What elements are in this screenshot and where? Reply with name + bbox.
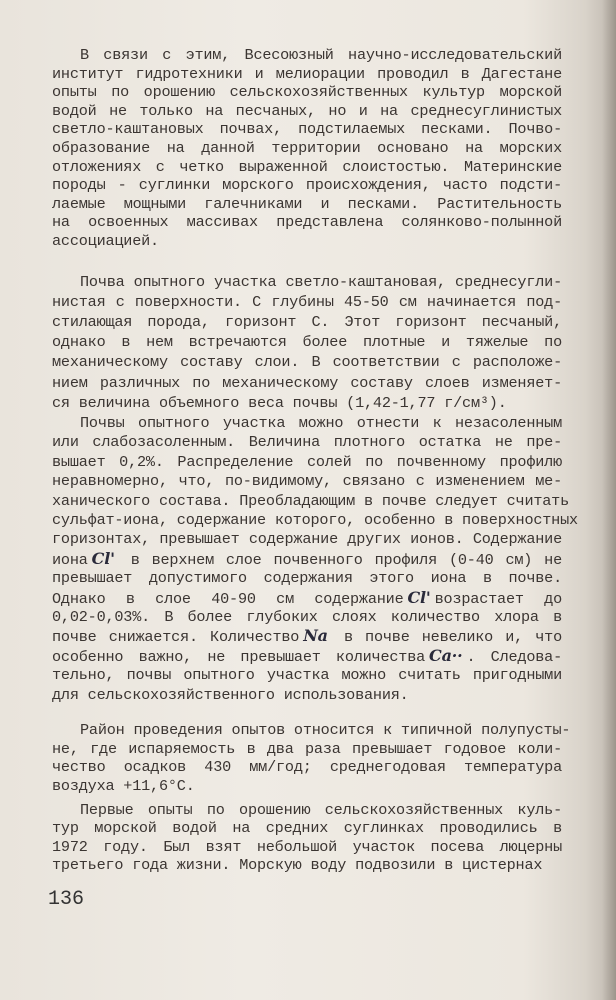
text-segment: ханического состава. Преобладающим в почве следует считать [52,491,570,510]
text-line [52,589,562,608]
text-segment: возрастает до [434,589,562,608]
text-segment: вышает 0,2%. Распределение солей по почвенному профилю [52,452,562,471]
text-line [52,333,562,351]
text-line [52,740,562,758]
text-line [52,394,562,412]
text-line [52,550,562,569]
text-line [80,414,562,432]
text-segment: иона [52,550,88,569]
text-segment: водой не только на песчаных, но и на среднесуглинистых [52,101,562,120]
text-line [52,530,562,548]
text-segment: почве снижается. Количество [52,628,300,647]
text-segment: Почва опытного участка светло-каштановая, среднесугли- [80,273,562,291]
text-line [52,819,562,837]
text-segment: отложениях с четко выраженной слоистостью. Материнские [52,157,562,176]
text-segment: тур морской водой на средних суглинках проводились в [52,819,562,838]
text-line [52,838,562,856]
page-number: 136 [48,888,85,911]
text-line [52,511,578,529]
text-line [52,195,562,213]
handwritten-ion-symbol: Na [303,626,328,646]
text-segment: опыты по орошению сельскохозяйственных культур морской [52,83,562,102]
handwritten-ion-symbol: Ca·· [429,645,463,665]
text-line [52,374,562,392]
text-segment: особенно важно, не превышает количества [52,647,426,666]
text-segment: светло-каштановых почвах, подстилаемых песками. Почво- [52,120,562,139]
text-segment: Первые опыты по орошению сельскохозяйственных куль- [80,801,562,819]
text-segment: чество осадков 430 мм/год; среднегодовая температура [52,758,562,776]
text-line [52,232,562,250]
text-line [52,176,562,194]
text-segment: для сельскохозяйственного использования. [52,685,409,704]
text-segment: в почве невелико и, что [331,628,562,647]
text-line [80,273,562,291]
text-line [52,627,562,646]
text-segment: Почвы опытного участка можно отнести к незасоленным [80,414,562,432]
text-segment: не, где испаряемость в два раза превышает годовое коли- [52,739,562,758]
text-line [52,453,562,471]
text-segment: институт гидротехники и мелиорации проводил в Дагестане [52,64,562,83]
text-line [52,777,562,795]
text-line [52,313,562,331]
text-line [52,213,562,231]
text-line [80,801,562,819]
text-segment: третьего года жизни. Морскую воду подвозили в цистернах [52,855,543,874]
text-segment: образование на данной территории основано на морских [52,139,562,157]
text-line [52,65,562,83]
text-line [52,353,562,371]
text-line [52,139,562,157]
page-edge-shadow [602,0,616,1000]
text-segment: Район проведения опытов относится к типичной полупусты- [80,721,571,739]
text-line [52,608,562,626]
text-segment: однако в нем встречаются более плотные и тяжелые по [52,333,562,352]
text-line [52,569,562,587]
text-segment: превышает допустимого содержания этого иона в почве. [52,569,562,588]
text-segment: стилающая порода, горизонт С. Этот горизонт песчаный, [52,313,562,332]
text-segment: лаемые мощными галечниками и песками. Растительность [52,194,562,213]
text-segment: породы - суглинки морского происхождения, часто подсти- [52,176,562,195]
text-segment: горизонтах, превышает содержание других ионов. Содержание [52,530,562,549]
text-segment: Однако в слое 40-90 см содержание [52,589,404,608]
text-segment: нистая с поверхности. С глубины 45-50 см начинается под- [52,293,562,312]
text-segment: воздуха +11,6°С. [52,776,195,795]
text-line [52,491,570,510]
text-line [52,83,562,101]
text-line [52,158,562,176]
handwritten-ion-symbol: Cl' [407,587,431,607]
text-line [52,120,562,138]
text-segment: 0,02-0,03%. В более глубоких слоях количество хлора в [52,608,562,626]
text-line [52,758,562,776]
text-line [52,102,562,120]
text-line [52,666,562,684]
text-segment: неравномерно, что, по-видимому, связано с изменением ме- [52,472,562,491]
text-segment: нием различных по механическому составу слоев изменяет- [52,373,562,392]
text-segment: на освоенных массивах представлена солянково-полынной [52,213,562,232]
text-segment: . Следова- [466,647,562,666]
text-segment: В связи с этим, Всесоюзный научно-исследовательский [80,46,562,64]
text-line [52,472,562,490]
text-segment: сульфат-иона, содержание которого, особенно в поверхностных [52,511,578,529]
text-line [52,293,562,311]
text-line [80,46,562,64]
text-line [52,856,562,874]
text-line [52,433,562,451]
text-segment: 1972 году. Был взят небольшой участок посева люцерны [52,837,562,856]
text-line [52,686,562,704]
text-segment: ассоциацией. [52,232,159,250]
text-line [80,721,571,739]
text-segment: в верхнем слое почвенного профиля (0-40 см) не [118,550,562,569]
text-segment: или слабозасоленным. Величина плотного остатка не пре- [52,433,562,452]
handwritten-ion-symbol: Cl' [91,548,115,568]
text-segment: механическому составу слои. В соответствии с расположе- [52,353,562,372]
text-segment: ся величина объемного веса почвы (1,42-1,77 г/см³). [52,393,507,412]
text-line [52,647,562,666]
text-segment: тельно, почвы опытного участка можно считать пригодными [52,666,562,685]
